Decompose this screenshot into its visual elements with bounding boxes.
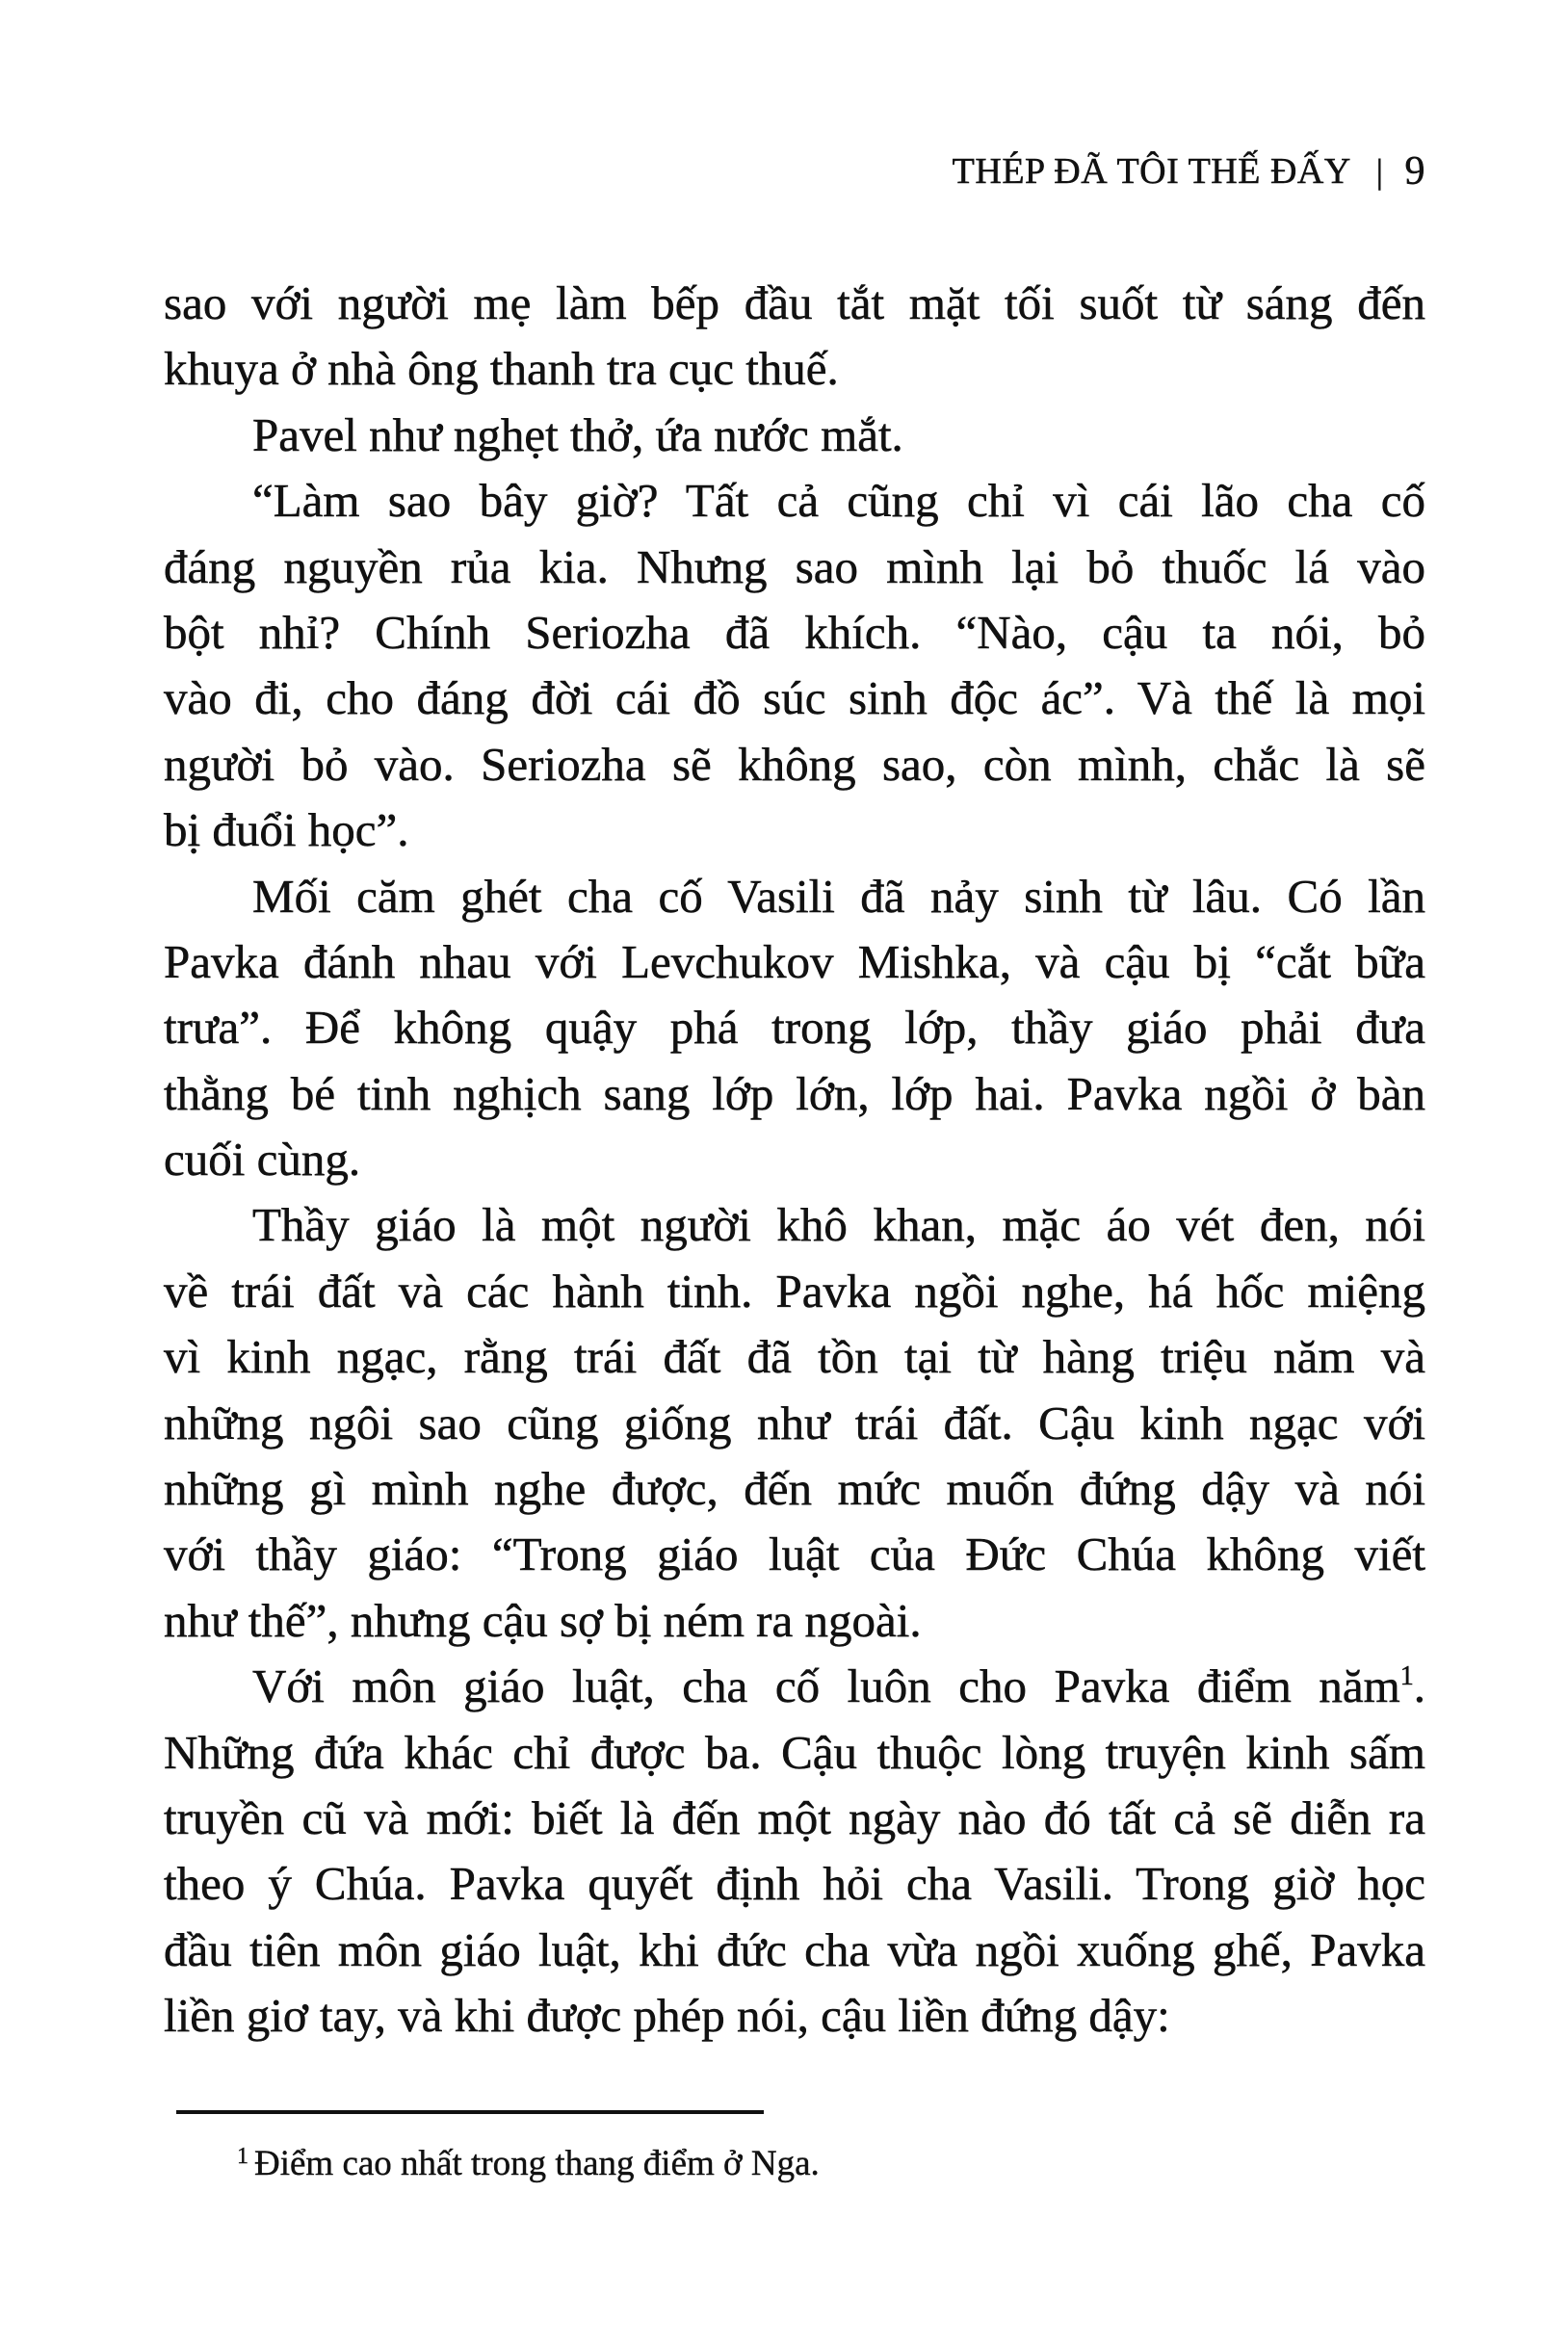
text-line: Thầy giáo là một người khô khan, mặc áo vét đen, nói xyxy=(252,1198,1425,1252)
text-line: những gì mình nghe được, đến mức muốn đứng dậy và nói xyxy=(164,1462,1425,1516)
text-line xyxy=(164,1654,1425,1719)
footnote xyxy=(237,2140,820,2188)
text-line: những ngôi sao cũng giống như trái đất. Cậu kinh ngạc với xyxy=(164,1396,1425,1449)
text-line: Pavel như nghẹt thở, ứa nước mắt. xyxy=(252,407,903,461)
text-line: đáng nguyền rủa kia. Nhưng sao mình lại bỏ thuốc lá vào xyxy=(164,539,1425,593)
paragraph xyxy=(164,1192,1425,1654)
text-line: trưa”. Để không quậy phá trong lớp, thầy giáo phải đưa xyxy=(164,1001,1425,1055)
footnote-divider xyxy=(176,2110,764,2114)
text-line: Những đứa khác chỉ được ba. Cậu thuộc lòng truyện kinh sấm xyxy=(164,1725,1425,1779)
text-line: người bỏ vào. Seriozha sẽ không sao, còn mình, chắc là sẽ xyxy=(164,737,1425,791)
text-line: bị đuổi học”. xyxy=(164,803,409,857)
text-line: với thầy giáo: “Trong giáo luật của Đức Chúa không viết xyxy=(164,1528,1425,1581)
book-title: THÉP ĐÃ TÔI THẾ ĐẤY xyxy=(952,151,1351,192)
page-number: 9 xyxy=(1404,149,1425,194)
paragraph xyxy=(164,468,1425,863)
paragraph xyxy=(164,271,1425,403)
text-line: Mối căm ghét cha cố Vasili đã nảy sinh từ lâu. Có lần xyxy=(252,869,1425,923)
text-line: Pavka đánh nhau với Levchukov Mishka, và cậu bị “cắt bữa xyxy=(164,934,1425,988)
text-line: vào đi, cho đáng đời cái đồ súc sinh độc ác”. Và thế là mọi xyxy=(164,671,1425,725)
body-text xyxy=(164,271,1425,2050)
text-line: bột nhỉ? Chính Seriozha đã khích. “Nào, cậu ta nói, bỏ xyxy=(164,605,1425,659)
footnote-marker: 1 xyxy=(237,2144,248,2169)
paragraph xyxy=(164,864,1425,1193)
text-line: vì kinh ngạc, rằng trái đất đã tồn tại từ hàng triệu năm và xyxy=(164,1330,1425,1384)
footnote-reference: 1 xyxy=(1399,1661,1414,1692)
text-line: như thế”, nhưng cậu sợ bị ném ra ngoài. xyxy=(164,1593,922,1647)
text-line: cuối cùng. xyxy=(164,1133,361,1187)
text-line: theo ý Chúa. Pavka quyết định hỏi cha Vasili. Trong giờ học xyxy=(164,1857,1425,1911)
running-header xyxy=(953,143,1425,200)
text-line: sao với người mẹ làm bếp đầu tắt mặt tối suốt từ sáng đến xyxy=(164,276,1425,329)
text-line: về trái đất và các hành tinh. Pavka ngồi nghe, há hốc miệng xyxy=(164,1264,1425,1318)
paragraph xyxy=(164,403,1425,468)
paragraph xyxy=(164,1654,1425,2049)
footnote-text: Điểm cao nhất trong thang điểm ở Nga. xyxy=(254,2144,820,2183)
text-line: truyền cũ và mới: biết là đến một ngày nào đó tất cả sẽ diễn ra xyxy=(164,1790,1425,1844)
header-separator: | xyxy=(1375,152,1384,191)
text-segment: . xyxy=(1413,1659,1425,1713)
text-line: thằng bé tinh nghịch sang lớp lớn, lớp hai. Pavka ngồi ở bàn xyxy=(164,1066,1425,1120)
text-segment: Với môn giáo luật, cha cố luôn cho Pavka điểm năm xyxy=(252,1659,1400,1713)
text-line: đầu tiên môn giáo luật, khi đức cha vừa ngồi xuống ghế, Pavka xyxy=(164,1922,1425,1976)
text-line: khuya ở nhà ông thanh tra cục thuế. xyxy=(164,342,839,396)
text-line: “Làm sao bây giờ? Tất cả cũng chỉ vì cái lão cha cố xyxy=(252,474,1425,528)
text-line: liền giơ tay, và khi được phép nói, cậu liền đứng dậy: xyxy=(164,1989,1170,2043)
